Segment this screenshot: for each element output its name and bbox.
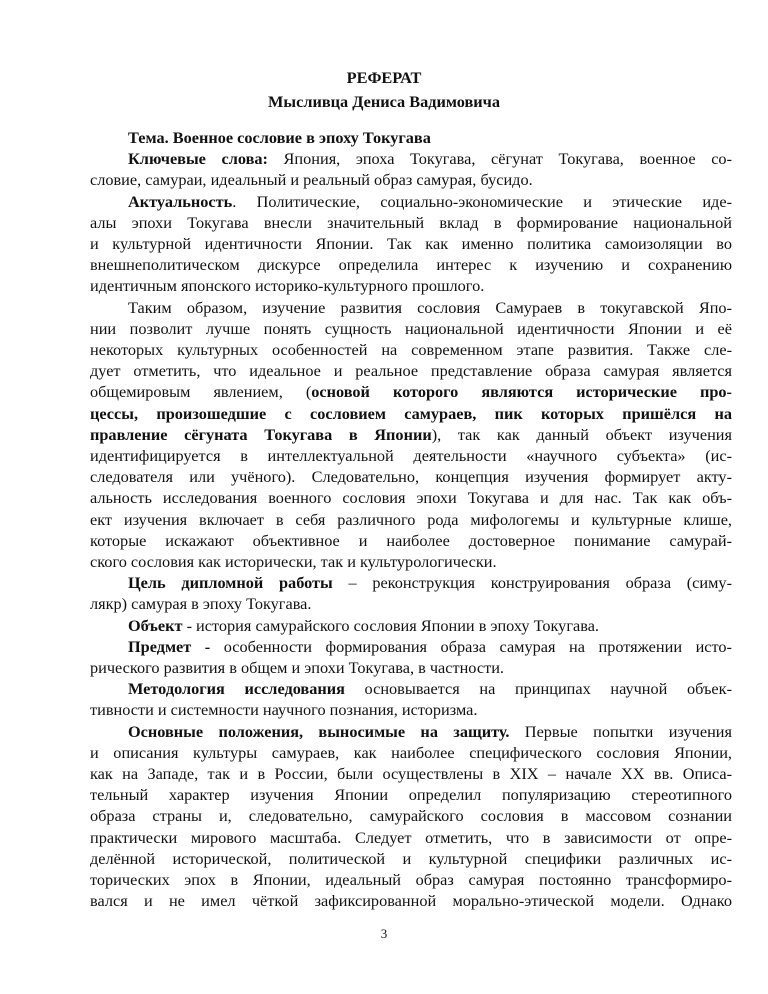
text-line: [90, 275, 732, 296]
text-line: [90, 233, 732, 254]
bold-text: основой которого являются исторические про-: [311, 382, 732, 402]
text-line: [90, 487, 732, 508]
text-run: альность исследования военного сословия эпохи Токугава и для нас. Так как объ-: [90, 488, 732, 508]
text-run: и описания культуры самураев, как наиболее специфического сословия Японии,: [90, 742, 732, 762]
text-run: основывается на принципах научной объек-: [344, 679, 732, 699]
bold-text: Тема. Военное сословие в эпоху Токугава: [128, 128, 431, 147]
text-line: [90, 657, 732, 678]
text-line: [90, 551, 732, 572]
text-run: внешнеполитическом дискурсе определила интерес к изучению и сохранению: [90, 255, 732, 275]
text-run: рического развития в общем и эпохи Токугава, в частности.: [90, 658, 504, 677]
text-run: идентичным японского историко-культурного прошлого.: [90, 276, 485, 296]
text-run: общемировым явлением, (: [90, 382, 312, 402]
text-run: некоторых культурных особенностей на современном этапе развития. Также сле-: [90, 340, 732, 359]
page-number: 3: [380, 926, 388, 941]
text-line: [90, 593, 732, 614]
text-line: [128, 615, 732, 636]
text-run: которые искажают объективное и наиболее достоверное понимание самурай-: [90, 530, 732, 550]
text-run: ), так как данный объект изучения: [431, 424, 732, 444]
text-line: [128, 148, 732, 169]
text-line: [128, 297, 732, 318]
text-run: лякр) самурая в эпоху Токугава.: [90, 594, 312, 614]
text-line: [128, 191, 732, 212]
text-line: [90, 827, 732, 848]
text-line: [128, 678, 732, 699]
text-line: [90, 890, 732, 911]
text-run: образа страны и, следовательно, самурайского сословия в массовом сознании: [90, 806, 732, 826]
text-line: [128, 127, 732, 148]
text-run: нии позволит лучше понять сущность национальной идентичности Японии и её: [90, 318, 732, 338]
text-run: Первые попытки изучения: [509, 721, 732, 741]
bold-text: Методология исследования: [128, 679, 345, 699]
text-line: [90, 212, 732, 233]
text-run: алы эпохи Токугава внесли значительный вклад в формирование национальной: [90, 212, 732, 232]
text-run: следователя или учёного). Следовательно, концепция изучения формирует акту-: [90, 467, 732, 487]
text-line: [90, 530, 732, 551]
text-run: Япония, эпоха Токугава, сёгунат Токугава, военное со-: [267, 149, 732, 169]
bold-text: Цель дипломной работы: [128, 573, 333, 593]
text-run: как на Западе, так и в России, были осуществлены в XIX – начале XX вв. Описа-: [90, 764, 732, 783]
bold-text: Предмет -: [128, 636, 211, 656]
text-run: ект изучения включает в себя различного рода мифологемы и культурные клише,: [90, 509, 732, 529]
text-line: [128, 572, 732, 593]
text-run: тивности и системности научного познания, историзма.: [90, 700, 478, 720]
text-run: дует отметить, что идеальное и реальное представление образа самурая является: [90, 361, 732, 381]
text-line: [90, 424, 732, 445]
text-line: [90, 169, 732, 190]
text-line: [90, 869, 732, 890]
text-run: ского сословия как исторически, так и культурологически.: [90, 552, 497, 571]
text-line: [90, 339, 732, 360]
text-line: [90, 403, 732, 424]
text-line: [90, 381, 732, 402]
text-line: [90, 509, 732, 530]
text-line: [90, 763, 732, 784]
bold-text: Основные положения, выносимые на защиту.: [128, 721, 510, 741]
text-line: [90, 318, 732, 339]
text-line: [128, 636, 732, 657]
bold-text: правление сёгуната Токугава в Японии: [90, 424, 432, 444]
text-run: словие, самураи, идеальный и реальный образ самурая, бусидо.: [90, 170, 533, 190]
text-run: делённой исторической, политической и культурной специфики различных ис-: [90, 848, 732, 868]
text-run: Таким образом, изучение развития сословия Самураев в токугавской Япо-: [128, 297, 732, 317]
bold-text: цессы, произошедшие с сословием самураев, пик которых пришёлся на: [90, 403, 732, 423]
text-run: торических эпох в Японии, идеальный образ самурая постоянно трансформиро-: [90, 870, 732, 889]
text-line: [90, 784, 732, 805]
bold-text: Актуальность: [128, 191, 233, 211]
text-run: и культурной идентичности Японии. Так как именно политика самоизоляции во: [90, 234, 732, 253]
text-run: тельный характер изучения Японии определил популяризацию стереотипного: [90, 785, 732, 805]
text-run: – реконструкция конструирования образа (симу-: [332, 573, 732, 593]
text-line: [90, 360, 732, 381]
text-line: [90, 254, 732, 275]
document-title: РЕФЕРАТ: [346, 68, 422, 87]
text-run: вался и не имел чёткой зафиксированной морально-этической модели. Однако: [90, 891, 732, 911]
bold-text: Ключевые слова:: [128, 149, 268, 169]
text-run: - история самурайского сословия Японии в эпоху Токугава.: [182, 615, 599, 635]
text-line: [90, 848, 732, 869]
bold-text: Объект: [128, 615, 183, 635]
text-run: идентифицируется в интеллектуальной деятельности «научного субъекта» (ис-: [90, 446, 732, 465]
text-run: практически мирового масштаба. Следует отметить, что в зависимости от опре-: [90, 827, 732, 847]
text-run: особенности формирования образа самурая на протяжении исто-: [210, 636, 732, 656]
author-name: Мысливца Дениса Вадимовича: [268, 92, 500, 111]
text-line: [90, 699, 732, 720]
text-line: [128, 721, 732, 742]
text-line: [90, 742, 732, 763]
text-line: [90, 466, 732, 487]
text-line: [90, 805, 732, 826]
text-run: . Политические, социально-экономические и этические иде-: [232, 191, 732, 211]
text-line: [90, 445, 732, 466]
